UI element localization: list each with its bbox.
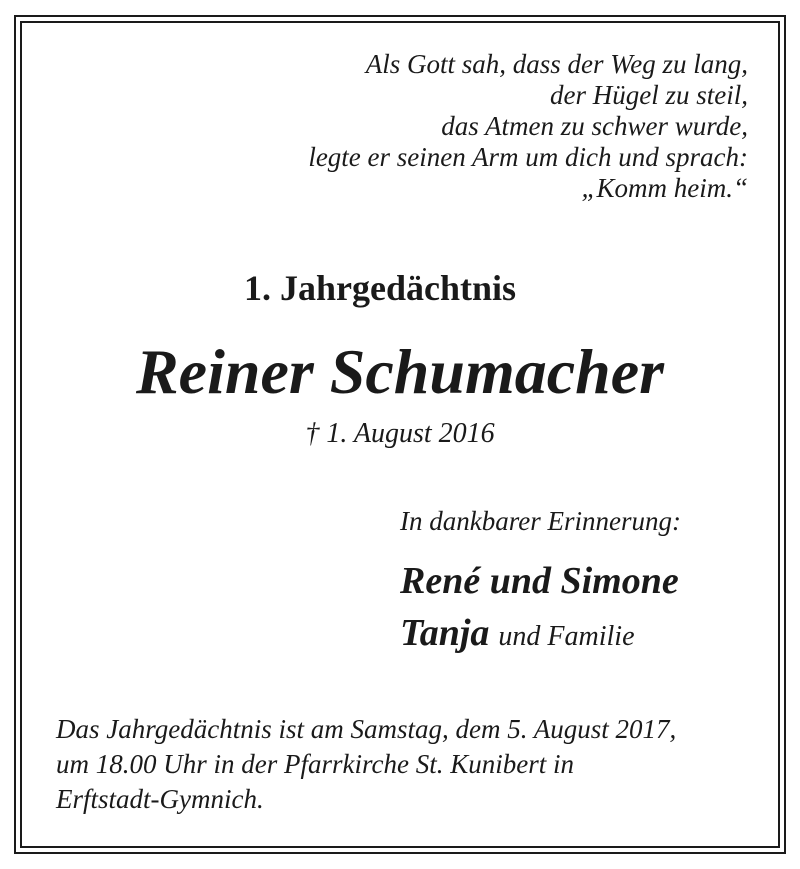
memory-intro: In dankbarer Erinnerung:: [400, 506, 681, 536]
anniversary-heading: [0, 266, 800, 310]
poem-line: Als Gott sah, dass der Weg zu lang,: [365, 49, 748, 79]
family-suffix: und Familie: [498, 621, 635, 652]
family-line-2: [400, 610, 635, 664]
family-line-1: René und Simone: [400, 560, 679, 602]
poem-line: legte er seinen Arm um dich und sprach:: [308, 142, 748, 172]
service-notice: [56, 712, 676, 817]
poem-line: der Hügel zu steil,: [550, 80, 748, 110]
service-line: Das Jahrgedächtnis ist am Samstag, dem 5. August 2017,: [56, 714, 677, 744]
deceased-name: Reiner Schumacher: [135, 336, 665, 407]
service-line: Erftstadt-Gymnich.: [56, 784, 264, 814]
service-line: um 18.00 Uhr in der Pfarrkirche St. Kunibert in: [56, 749, 574, 779]
anniversary-title: 1. Jahrgedächtnis: [243, 268, 517, 308]
poem-line: „Komm heim.“: [581, 173, 748, 203]
poem: [308, 49, 748, 204]
poem-line: das Atmen zu schwer wurde,: [441, 111, 748, 141]
death-date: † 1. August 2016: [305, 418, 495, 449]
family-name-tanja: Tanja: [400, 612, 490, 654]
